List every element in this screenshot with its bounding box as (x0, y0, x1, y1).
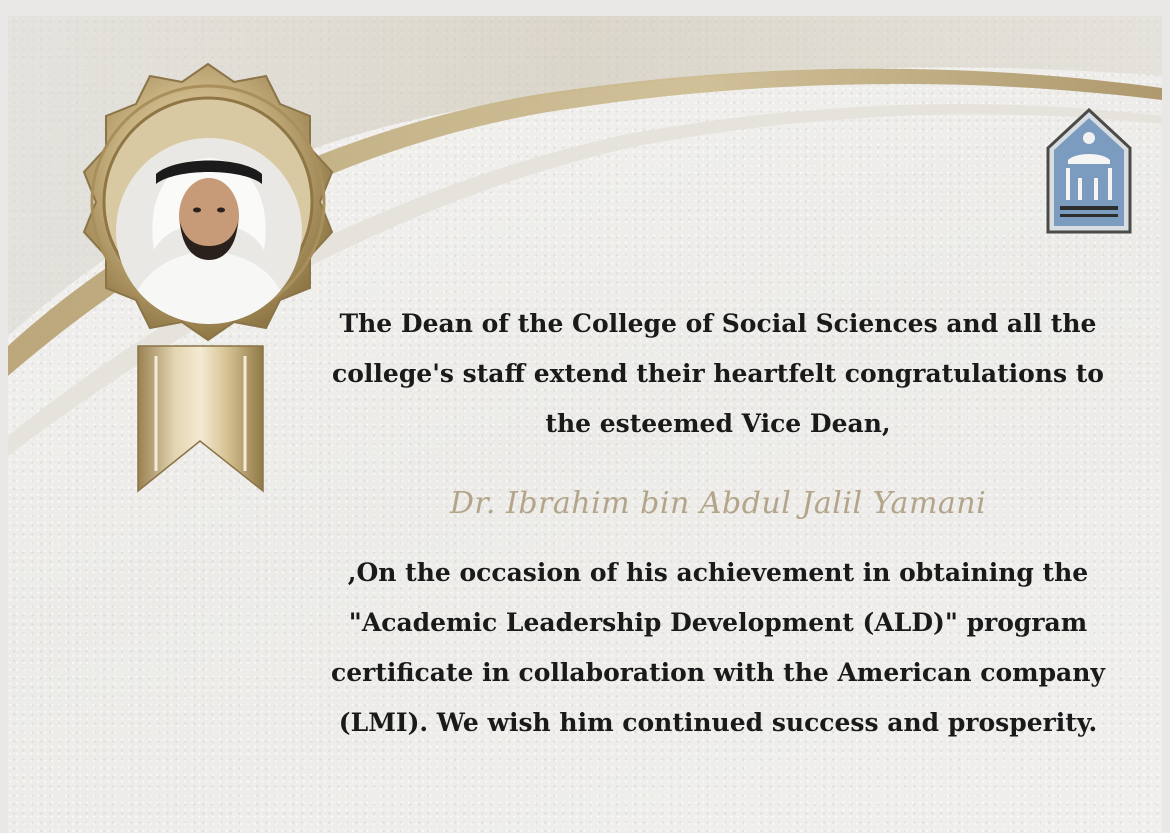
body-line: (LMI). We wish him continued success and prosperity. (338, 708, 1098, 737)
body-line: certificate in collaboration with the American company (331, 658, 1105, 687)
body-line: ,On the occasion of his achievement in obtaining the (347, 558, 1089, 587)
intro-line: the esteemed Vice Dean, (545, 409, 891, 438)
university-logo-icon (1044, 108, 1134, 236)
intro-message (308, 299, 1128, 449)
honoree-portrait (116, 138, 302, 324)
intro-line: college's staff extend their heartfelt congratulations to (332, 359, 1104, 388)
portrait-image (116, 138, 302, 324)
body-line: "Academic Leadership Development (ALD)" program (348, 608, 1088, 637)
intro-line: The Dean of the College of Social Sciences and all the (339, 309, 1097, 338)
certificate-card (8, 16, 1162, 833)
achievement-message (308, 548, 1128, 748)
honoree-name: Dr. Ibrahim bin Abdul Jalil Yamani (449, 486, 987, 521)
